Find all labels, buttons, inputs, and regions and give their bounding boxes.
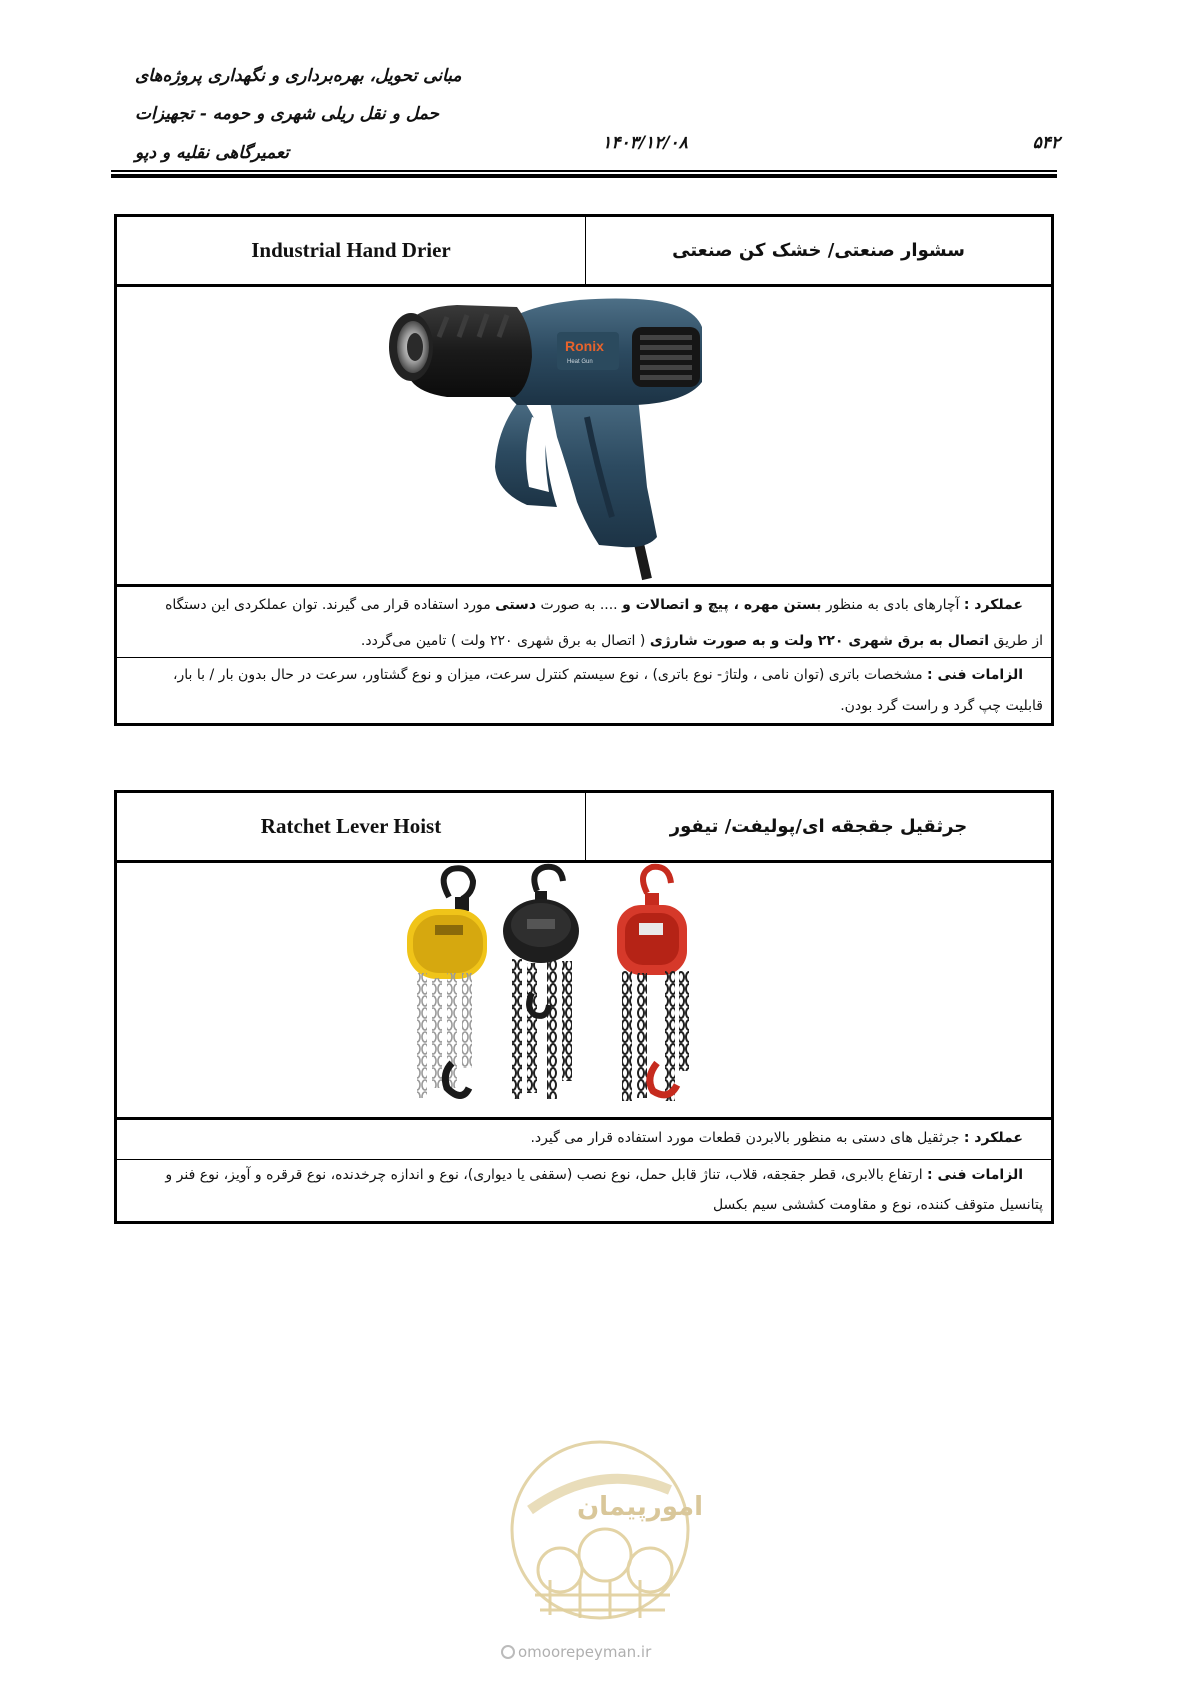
requirements-row [117, 658, 1051, 723]
equipment-card-lever-hoist [114, 790, 1054, 1224]
equipment-card-hand-drier [114, 214, 1054, 726]
page-number: ۵۴۲ [1032, 133, 1060, 153]
equipment-title-fa: سشوار صنعتی/ خشک کن صنعتی [672, 240, 965, 261]
requirements-row [117, 1160, 1051, 1221]
requirements-line2: قابلیت چپ گرد و راست گرد بودن. [840, 698, 1043, 714]
function-row [117, 1120, 1051, 1160]
header-rule-thick [111, 174, 1057, 178]
equipment-title-fa: جرثقیل جقجقه ای/پولیفت/ تیفور [669, 816, 968, 837]
at-icon [502, 1646, 514, 1658]
requirements-line1 [125, 660, 1043, 691]
watermark-url: omoorepeyman.ir [518, 1643, 652, 1660]
equipment-image-row [117, 287, 1051, 587]
function-text: جرثقیل های دستی به منظور بالابردن قطعات مورد استفاده قرار می گیرد. [530, 1130, 964, 1146]
function-line1 [125, 1120, 1043, 1156]
doc-title-line1: مبانی تحویل، بهره‌برداری و نگهداری پروژه‌های [135, 66, 462, 86]
doc-title-line3: تعمیرگاهی نقلیه و دپو [135, 143, 289, 163]
watermark-text: امورپیمان [576, 1492, 704, 1522]
card-title-row [117, 217, 1051, 287]
brand-label: Ronix [565, 338, 604, 354]
requirements-text: مشخصات باتری (توان نامی ، ولتاژ- نوع باتری) ، نوع سیستم کنترل سرعت، میزان و نوع گشتاور، سرعت در حال بدون بار / با بار، [173, 667, 928, 683]
requirements-text: ارتفاع بالابری، قطر جقجقه، قلاب، تناژ قابل حمل، نوع نصب (سقفی یا دیواری)، نوع و اندازه چرخدنده، نوع قرقره و آویز، نوع فنر و [165, 1167, 928, 1183]
function-line1 [125, 587, 1043, 623]
function-row [117, 587, 1051, 658]
card-title-row [117, 793, 1051, 863]
function-line2 [125, 623, 1043, 659]
function-bold-part: دستی [495, 597, 537, 613]
requirements-label: الزامات فنی : [927, 1167, 1023, 1183]
heat-gun-image [117, 287, 1051, 584]
requirements-label: الزامات فنی : [927, 667, 1023, 683]
function-text-part: از طریق [989, 633, 1043, 649]
header-rule-thin [111, 170, 1057, 172]
function-text-part: مورد استفاده قرار می گیرند. توان عملکردی این دستگاه [165, 597, 496, 613]
red-hoist [617, 867, 689, 1101]
equipment-image-row [117, 863, 1051, 1120]
requirements-line1 [125, 1160, 1043, 1190]
function-bold-part: اتصال به برق شهری ۲۲۰ ولت و به صورت شارژی [649, 633, 989, 649]
function-text-part: آچارهای بادی به منظور [821, 597, 964, 613]
function-text-part: .... به صورت [536, 597, 623, 613]
doc-date: ۱۴۰۳/۱۲/۰۸ [602, 133, 688, 153]
function-label: عملکرد : [963, 597, 1023, 613]
page-header [0, 0, 1191, 190]
watermark-stamp [490, 1430, 710, 1660]
function-label: عملکرد : [963, 1130, 1023, 1146]
equipment-title-en: Ratchet Lever Hoist [117, 793, 586, 860]
doc-title-line2: حمل و نقل ریلی شهری و حومه - تجهیزات [135, 104, 440, 124]
requirements-line2: پتانسیل متوقف کننده، نوع و مقاومت کششی سیم بکسل [712, 1197, 1043, 1213]
model-label: Heat Gun [567, 359, 593, 365]
function-text-part: ( اتصال به برق شهری ۲۲۰ ولت ) تامین می‌گردد. [360, 633, 650, 649]
black-hoist [503, 867, 579, 1099]
chain-hoists-image [117, 863, 1051, 1117]
equipment-title-en: Industrial Hand Drier [117, 217, 586, 284]
yellow-hoist [407, 868, 487, 1098]
function-bold-part: بستن مهره ، پیچ و اتصالات و [622, 597, 822, 613]
